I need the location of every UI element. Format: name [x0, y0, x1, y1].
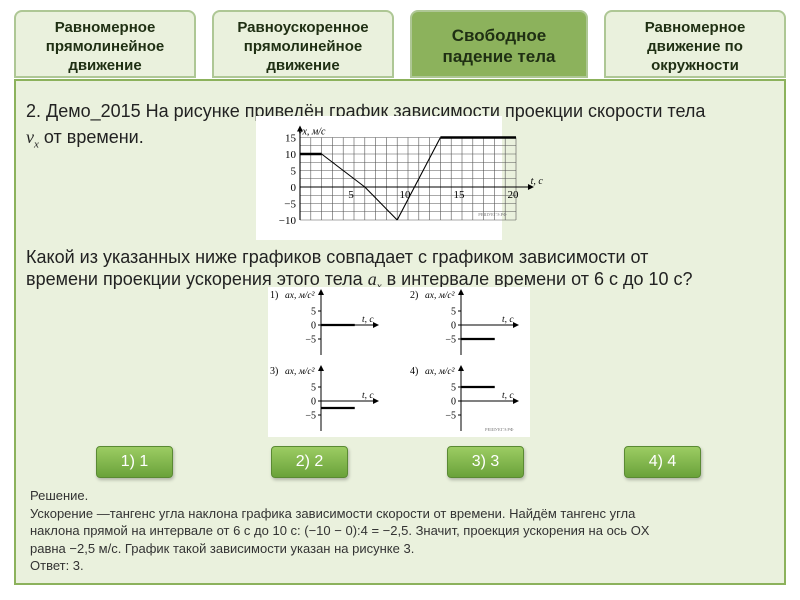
options-graphs: [268, 287, 530, 437]
solution-title: Решение.: [30, 488, 89, 503]
option-label: 4): [410, 366, 419, 377]
option-tick-label: 0: [311, 396, 316, 408]
watermark: РЕШУЕГЭ.РФ: [478, 212, 507, 218]
x-tick-label: 10: [399, 189, 411, 201]
option-x-arrow: [513, 398, 519, 404]
tab-free-fall[interactable]: Свободное падение тела: [410, 10, 588, 78]
option-y-arrow: [458, 365, 464, 371]
question-line-4: времени проекции ускорения этого тела $a_x$ в интервале времени от 6 с до 10 с?: [26, 269, 693, 293]
option-tick-label: −5: [445, 334, 456, 346]
option-label: 1): [270, 290, 279, 301]
option-tick-label: 5: [451, 306, 456, 318]
x-tick-label: 5: [348, 189, 354, 201]
solution-line-1: Ускорение —тангенс угла наклона графика зависимости скорости от времени. Найдём тангенс угла: [30, 505, 636, 521]
option-x-label: t, c: [502, 391, 514, 401]
solution-line-3: равна −2,5 м/с. График такой зависимости указан на рисунке 3.: [30, 540, 415, 556]
option-tick-label: 0: [451, 320, 456, 332]
option-x-label: t, c: [362, 315, 374, 325]
option-y-label: ax, м/с²: [285, 367, 315, 377]
option-x-arrow: [513, 322, 519, 328]
option-y-arrow: [318, 365, 324, 371]
option-y-arrow: [318, 289, 324, 295]
option-tick-label: −5: [305, 334, 316, 346]
watermark: РЕШУЕГЭ.РФ: [485, 427, 514, 432]
option-tick-label: −5: [445, 410, 456, 422]
x-tick-label: 20: [507, 189, 519, 201]
option-y-label: ax, м/с²: [285, 291, 315, 301]
answer-button-3[interactable]: 3) 3: [447, 446, 524, 478]
tab-circular-motion[interactable]: Равномерное движение по окружности: [604, 10, 786, 78]
option-y-arrow: [458, 289, 464, 295]
velocity-graph: [256, 116, 543, 240]
tab-accelerated-motion[interactable]: Равноускоренное прямолинейное движение: [212, 10, 394, 78]
solution: [30, 487, 770, 575]
option-label: 3): [270, 366, 279, 377]
var-v: v: [26, 127, 34, 147]
answer-button-1[interactable]: 1) 1: [96, 446, 173, 478]
var-a: a: [367, 269, 377, 289]
solution-answer: Ответ: 3.: [30, 558, 84, 573]
x-tick-label: 15: [453, 189, 465, 201]
y-axis-label: vx, м/с: [298, 126, 326, 138]
y-tick-label: −5: [284, 198, 296, 211]
y-tick-label: 10: [285, 149, 296, 161]
option-tick-label: 0: [451, 396, 456, 408]
question-line-2: $v_x$ от времени.: [26, 127, 144, 151]
option-x-arrow: [373, 398, 379, 404]
option-y-label: ax, м/с²: [425, 291, 455, 301]
question-line-3: Какой из указанных ниже графиков совпадает с графиком зависимости от: [26, 247, 649, 267]
tab-uniform-motion[interactable]: Равномерное прямолинейное движение: [14, 10, 196, 78]
option-tick-label: 5: [311, 306, 316, 318]
x-axis-label: t, c: [530, 176, 543, 187]
answer-button-4[interactable]: 4) 4: [624, 446, 701, 478]
option-y-label: ax, м/с²: [425, 367, 455, 377]
y-tick-label: 5: [290, 165, 296, 178]
question-line-1: 2. Демо_2015 На рисунке приведён график зависимости проекции скорости тела: [26, 101, 706, 121]
option-tick-label: −5: [305, 410, 316, 422]
y-tick-label: 15: [285, 132, 296, 145]
answer-button-2[interactable]: 2) 2: [271, 446, 348, 478]
option-label: 2): [410, 290, 419, 301]
solution-line-2: наклона прямой на интервале от 6 с до 10 с: (−10 − 0):4 = −2,5. Значит, проекция ускорения на ось OX: [30, 523, 650, 538]
option-x-arrow: [373, 322, 379, 328]
option-x-label: t, c: [502, 315, 514, 325]
y-tick-label: −10: [278, 215, 296, 227]
option-tick-label: 5: [311, 382, 316, 394]
option-tick-label: 0: [311, 320, 316, 332]
option-x-label: t, c: [362, 391, 374, 401]
option-tick-label: 5: [451, 382, 456, 394]
y-tick-label: 0: [290, 182, 296, 194]
